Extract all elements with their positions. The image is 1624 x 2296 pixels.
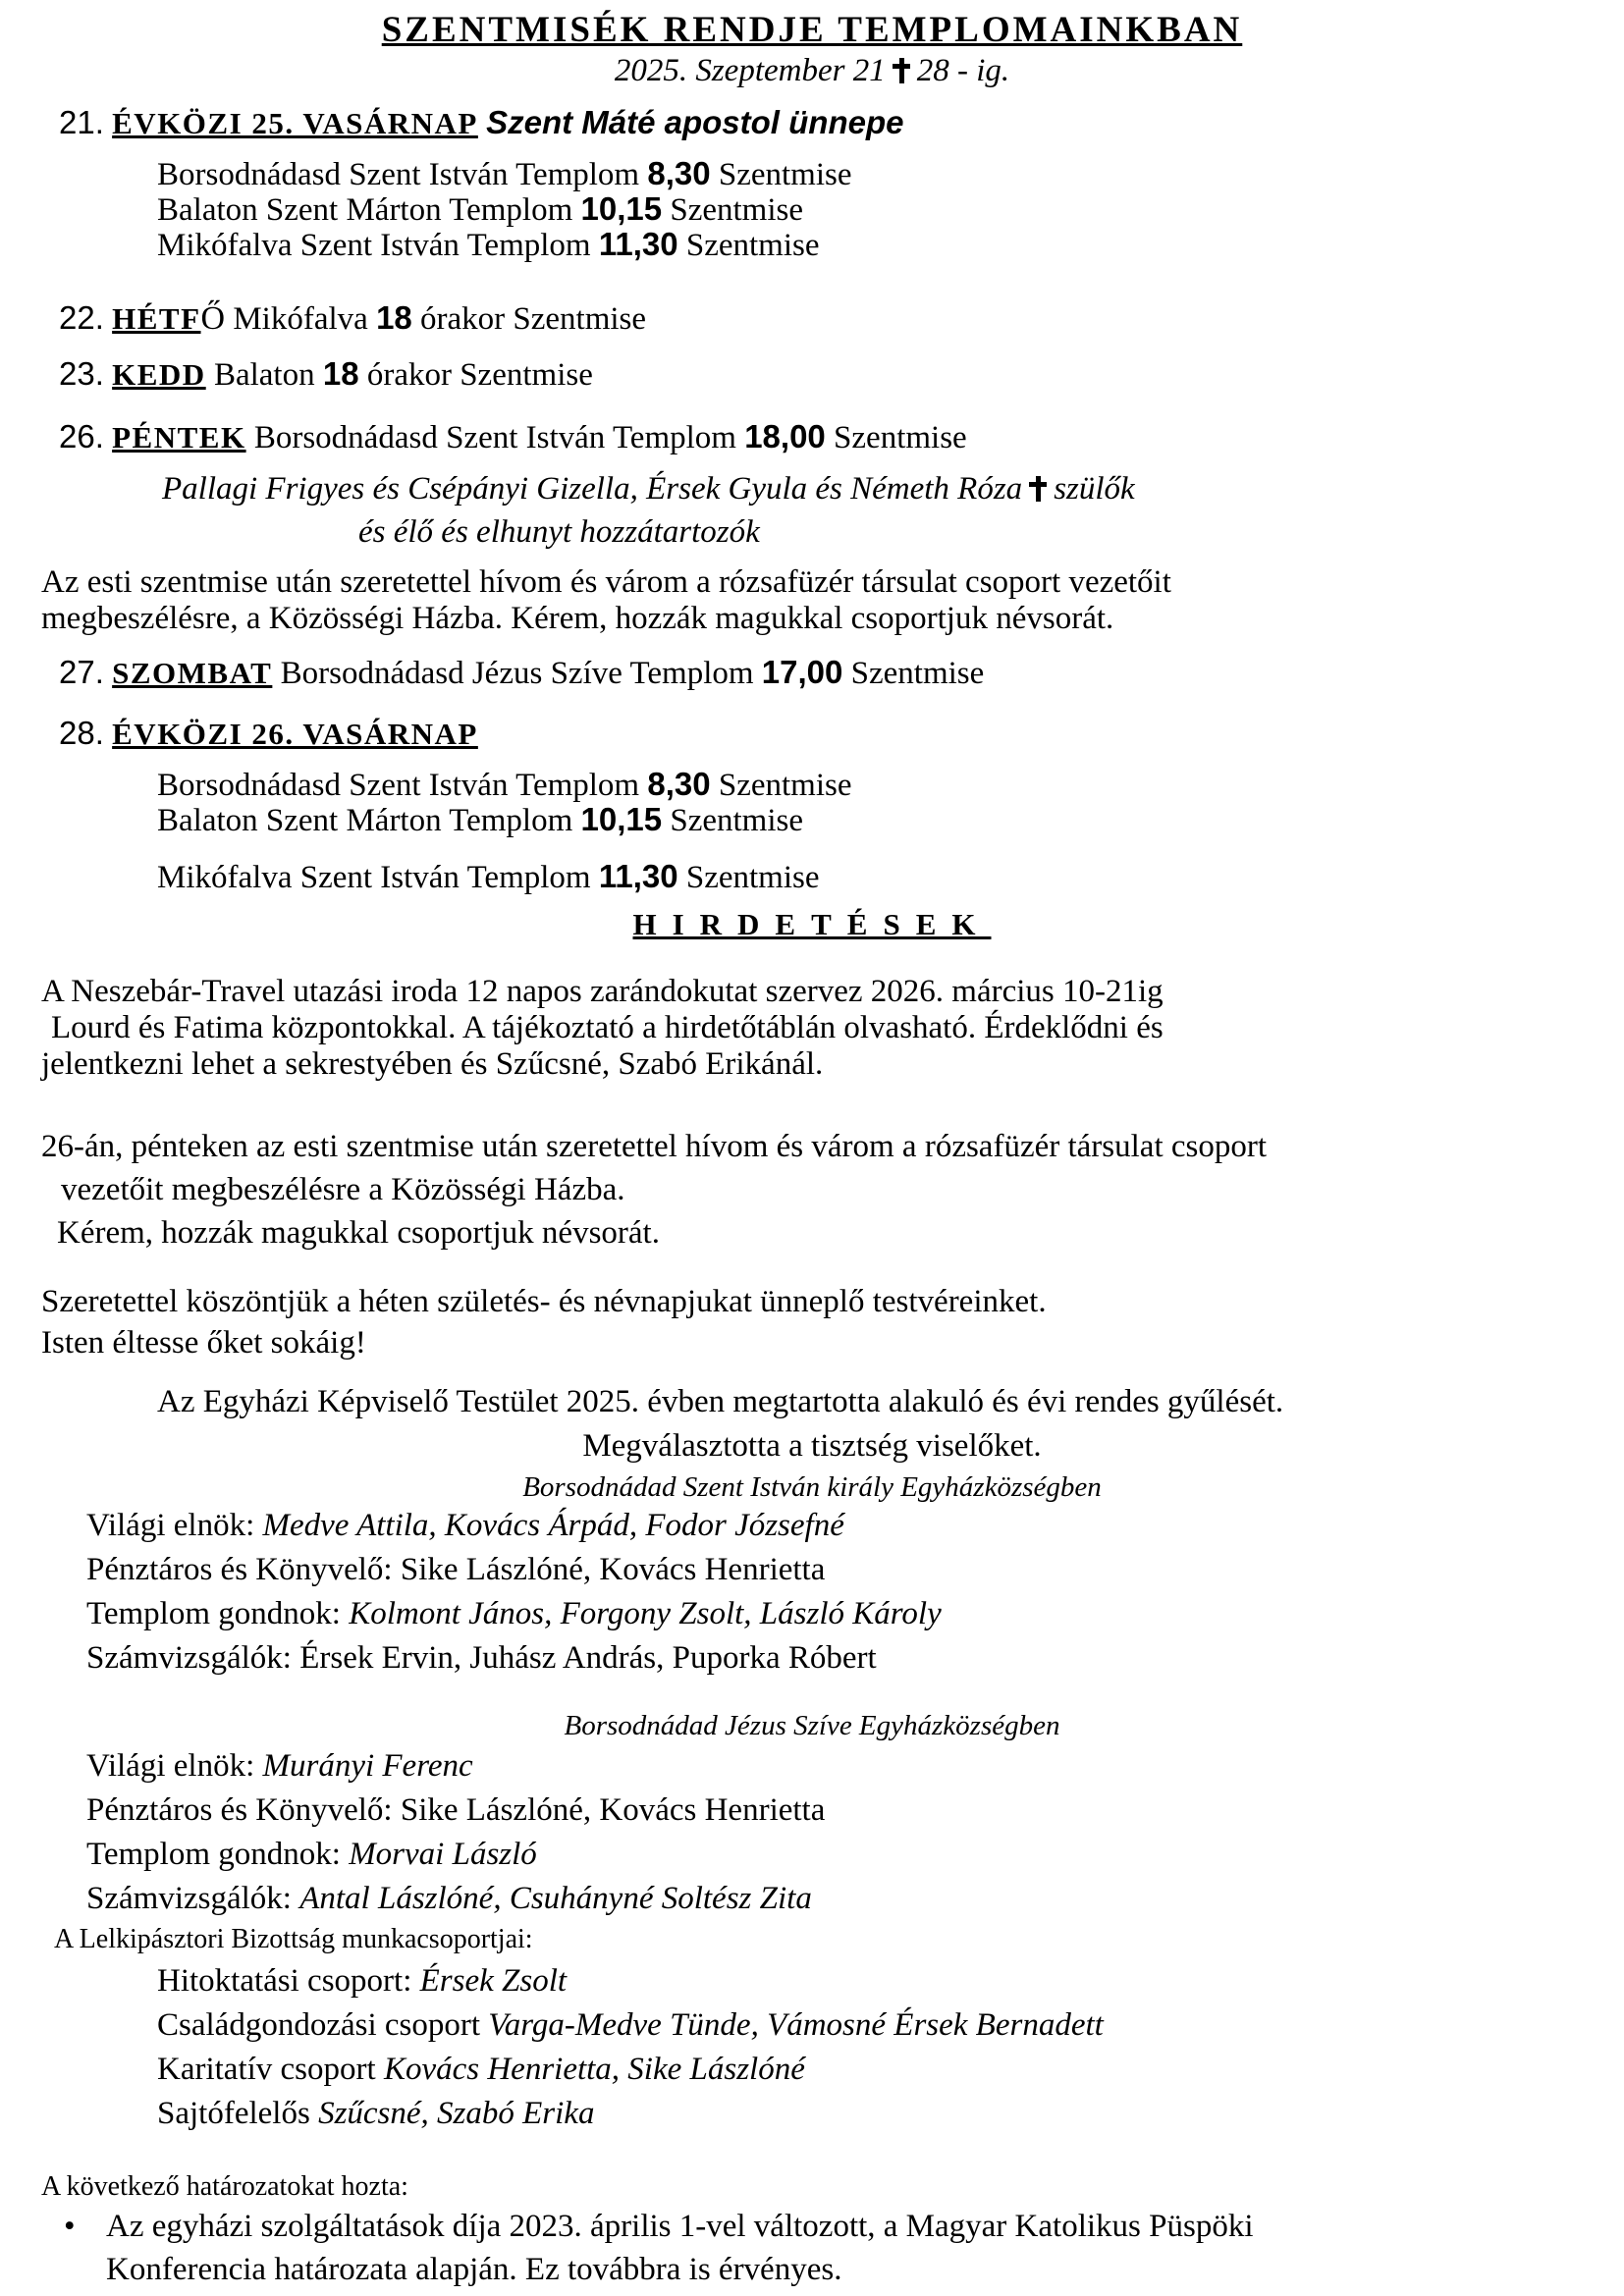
mass-time: 10,15 (580, 801, 663, 837)
day-name-tail: Ő (200, 300, 226, 337)
day-number: 27. (59, 654, 104, 690)
workgroup-row (157, 1963, 567, 2001)
day-name: HÉTF (112, 301, 201, 336)
row-label: Számvizsgálók: (86, 1881, 292, 1916)
mass-row (157, 226, 820, 265)
mass-time: 10,15 (580, 190, 663, 227)
decision-text: Az egyházi szolgáltatások díja 2023. április 1-vel változott, a Magyar Katolikus Püspöki (106, 2209, 1254, 2244)
subtitle-date-range-start: 2025. Szeptember 21 (614, 53, 886, 88)
paragraph-text: vezetőit megbeszélésre a Közösségi Házba. (61, 1172, 625, 1207)
workgroup-row (157, 2007, 1104, 2045)
parish-officer-row (86, 1881, 812, 1918)
workgroup-row (157, 2096, 594, 2133)
row-label: Pénztáros és Könyvelő: (86, 1792, 393, 1828)
mass-label: órakor Szentmise (366, 357, 593, 393)
paragraph-line (41, 1046, 823, 1084)
mass-place: Balaton (213, 357, 315, 393)
paragraph-line (41, 1325, 366, 1362)
parish-officer-row (86, 1748, 473, 1786)
council-text: Megválasztotta a tisztség viselőket. (582, 1428, 1042, 1464)
page-subtitle (0, 53, 1624, 90)
paragraph-text: 26-án, pénteken az esti szentmise után szeretettel hívom és várom a rózsafüzér társulat csoport (41, 1129, 1268, 1164)
mass-label: Szentmise (670, 192, 804, 228)
row-label: Hitoktatási csoport: (157, 1963, 412, 1999)
parish-officer-row (86, 1508, 844, 1545)
paragraph-line (57, 1215, 660, 1253)
mass-place: Mikófalva Szent István Templom (157, 860, 591, 895)
row-names: Morvai László (349, 1837, 537, 1872)
row-names: Antal Lászlóné, Csuhányné Soltész Zita (299, 1881, 812, 1916)
mass-label: Szentmise (850, 656, 985, 691)
announcements-heading-text: HIRDETÉSEK (632, 907, 992, 941)
row-label: Templom gondnok: (86, 1837, 341, 1872)
paragraph-text: Isten éltesse őket sokáig! (41, 1325, 366, 1361)
mass-place: Borsodnádasd Szent István Templom (157, 768, 640, 803)
decisions-title-text: A következő határozatokat hozta: (41, 2171, 408, 2202)
mass-intention-line (162, 471, 1135, 508)
row-label: Templom gondnok: (86, 1596, 341, 1631)
mass-time: 11,30 (598, 858, 678, 894)
note-text: Az esti szentmise után szeretettel hívom és várom a rózsafüzér társulat csoport vezetőit (41, 564, 1171, 600)
mass-label: Szentmise (718, 768, 852, 803)
mass-label: órakor Szentmise (420, 301, 647, 337)
day-number: 23. (59, 355, 104, 392)
mass-row (157, 858, 820, 897)
row-label: Családgondozási csoport (157, 2007, 481, 2043)
parish-officer-row (86, 1640, 877, 1678)
paragraph-text: jelentkezni lehet a sekrestyében és Szűcsné, Szabó Erikánál. (41, 1046, 824, 1082)
mass-row (157, 155, 852, 194)
pastor-note-line (41, 601, 1113, 638)
row-label: Világi elnök: (86, 1508, 255, 1543)
mass-place: Borsodnádasd Szent István Templom (253, 420, 736, 455)
bullet-glyph: • (64, 2209, 76, 2244)
mass-label: Szentmise (685, 860, 820, 895)
parish-officer-row (86, 1596, 942, 1633)
parish-officer-row (86, 1552, 825, 1589)
row-label: Számvizsgálók: (86, 1640, 292, 1676)
page-title (0, 10, 1624, 52)
announcements-heading (0, 907, 1624, 944)
mass-place: Balaton Szent Márton Templom (157, 192, 573, 228)
day-name: PÉNTEK (112, 420, 246, 454)
bullet-marker (64, 2209, 76, 2246)
row-label: Karitatív csoport (157, 2052, 376, 2087)
row-names: Kolmont János, Forgony Zsolt, László Károly (349, 1596, 942, 1631)
decision-line (106, 2209, 1254, 2246)
day-number: 21. (59, 104, 104, 140)
mass-place: Balaton Szent Márton Templom (157, 803, 573, 838)
row-label: Világi elnök: (86, 1748, 255, 1784)
note-text: megbeszélésre, a Közösségi Házba. Kérem, hozzák magukkal csoportjuk névsorát. (41, 601, 1114, 636)
council-line (0, 1428, 1624, 1466)
row-names: Érsek Ervin, Juhász András, Puporka Róbert (299, 1640, 877, 1676)
day-name: KEDD (112, 357, 206, 392)
day-name: ÉVKÖZI 26. VASÁRNAP (112, 717, 478, 751)
day-name: SZOMBAT (112, 656, 273, 690)
schedule-day-row-21 (59, 104, 903, 143)
schedule-day-row-28 (59, 715, 478, 754)
row-names: Kovács Henrietta, Sike Lászlóné (383, 2052, 805, 2087)
row-names: Medve Attila, Kovács Árpád, Fodor Józsefné (262, 1508, 844, 1543)
mass-time: 17,00 (761, 654, 843, 690)
mass-time: 18 (376, 299, 412, 336)
day-number: 26. (59, 418, 104, 454)
intention-text: és élő és elhunyt hozzátartozók (358, 514, 760, 550)
mass-place: Mikófalva Szent István Templom (157, 228, 591, 263)
mass-time: 18,00 (744, 418, 826, 454)
row-names: Sike Lászlóné, Kovács Henrietta (400, 1792, 826, 1828)
row-label: Pénztáros és Könyvelő: (86, 1552, 393, 1587)
mass-row (157, 801, 803, 840)
mass-time: 8,30 (647, 766, 711, 802)
row-label: Sajtófelelős (157, 2096, 310, 2131)
mass-time: 18 (322, 355, 359, 392)
parish-officer-row (86, 1792, 825, 1830)
mass-label: Szentmise (834, 420, 967, 455)
parish-officer-row (86, 1837, 537, 1874)
workgroups-title (54, 1924, 533, 1955)
mass-time: 11,30 (598, 226, 678, 262)
cross-icon (1029, 476, 1047, 502)
cross-icon (893, 58, 910, 83)
parish-header (0, 1471, 1624, 1504)
schedule-day-row-22 (59, 299, 646, 339)
parish-header-text: Borsodnádad Jézus Szíve Egyházközségben (564, 1710, 1060, 1741)
pastor-note-line (41, 564, 1171, 602)
mass-time: 8,30 (647, 155, 711, 191)
paragraph-text: Kérem, hozzák magukkal csoportjuk névsorát. (57, 1215, 660, 1251)
mass-label: Szentmise (718, 157, 852, 192)
day-number: 22. (59, 299, 104, 336)
parish-header (0, 1710, 1624, 1742)
row-names: Sike Lászlóné, Kovács Henrietta (400, 1552, 826, 1587)
mass-place: Borsodnádasd Szent István Templom (157, 157, 640, 192)
paragraph-line (41, 974, 1164, 1011)
paragraph-line (41, 1284, 1047, 1321)
mass-row (157, 190, 803, 230)
schedule-day-row-27 (59, 654, 984, 693)
decision-text: Konferencia határozata alapján. Ez továbbra is érvényes. (106, 2252, 842, 2287)
paragraph-text: Lourd és Fatima központokkal. A tájékoztató a hirdetőtáblán olvasható. Érdeklődni és (51, 1010, 1164, 1045)
day-number: 28. (59, 715, 104, 751)
row-names: Varga-Medve Tünde, Vámosné Érsek Bernadett (488, 2007, 1104, 2043)
workgroup-row (157, 2052, 805, 2089)
paragraph-line (61, 1172, 625, 1209)
row-names: Szűcsné, Szabó Erika (318, 2096, 595, 2131)
page-title-text: SZENTMISÉK RENDJE TEMPLOMAINKBAN (381, 10, 1243, 50)
parish-header-text: Borsodnádad Szent István király Egyházközségben (522, 1471, 1102, 1503)
schedule-day-row-23 (59, 355, 593, 395)
subtitle-date-range-end: 28 - ig. (916, 53, 1010, 88)
decision-line (106, 2252, 841, 2289)
feast-name: Szent Máté apostol ünnepe (486, 104, 904, 140)
council-text: Az Egyházi Képviselő Testület 2025. évben megtartotta alakuló és évi rendes gyűlését. (157, 1384, 1284, 1419)
mass-intention-line (358, 514, 760, 552)
paragraph-text: Szeretettel köszöntjük a héten születés- és névnapjukat ünneplő testvéreinket. (41, 1284, 1047, 1319)
decisions-title (41, 2171, 408, 2203)
intention-names: Pallagi Frigyes és Csépányi Gizella, Érsek Gyula és Németh Róza (162, 471, 1023, 507)
mass-place: Borsodnádasd Jézus Szíve Templom (280, 656, 754, 691)
day-name: ÉVKÖZI 25. VASÁRNAP (112, 106, 478, 140)
council-line (157, 1384, 1283, 1421)
mass-label: Szentmise (670, 803, 804, 838)
paragraph-line (41, 1129, 1267, 1166)
row-names: Murányi Ferenc (262, 1748, 473, 1784)
mass-row (157, 766, 852, 805)
paragraph-text: A Neszebár-Travel utazási iroda 12 napos zarándokutat szervez 2026. március 10-21ig (41, 974, 1164, 1009)
mass-label: Szentmise (685, 228, 820, 263)
workgroups-title-text: A Lelkipásztori Bizottság munkacsoportjai: (54, 1924, 533, 1954)
mass-place: Mikófalva (233, 301, 368, 337)
schedule-day-row-26 (59, 418, 967, 457)
paragraph-line (51, 1010, 1164, 1047)
intention-tail: szülők (1054, 471, 1135, 507)
row-names: Érsek Zsolt (419, 1963, 568, 1999)
